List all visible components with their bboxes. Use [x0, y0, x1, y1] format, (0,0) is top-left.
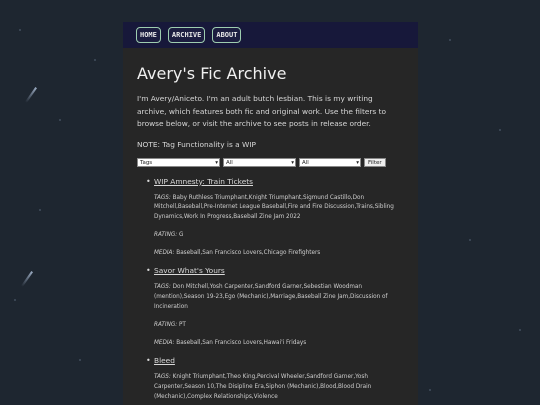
post-title-link[interactable]: • Bleed: [154, 356, 175, 366]
post-item: [146, 266, 404, 348]
tags-value: Don Mitchell,Yosh Carpenter,Sandford Garner,Sebestian Woodman (mention),Season 19-23,Ego (Mechanic),Marriage,Baseball Zine Jam,Discussion of Incineration: [154, 284, 388, 311]
content: [123, 48, 418, 405]
tags-value: Baby Ruthless Triumphant,Knight Triumphant,Sigmund Castillo,Don Mitchell,Baseball,Pre-Internet League Baseball,Fire and Fire Discussion,Trains,Sibling Dynamics,Work In Progress,Baseball Zine Jam 2022: [154, 194, 394, 221]
filter-select-2[interactable]: All ▾: [299, 158, 361, 167]
note-text: NOTE: Tag Functionality is a WIP: [137, 139, 256, 149]
filter-bar: [137, 158, 404, 167]
media-label: MEDIA:: [154, 339, 175, 346]
media-value: Baseball,San Francisco Lovers,Hawai'i Fridays: [176, 339, 307, 346]
post-title-link[interactable]: • Savor What's Yours: [154, 266, 225, 276]
top-nav: [123, 22, 418, 48]
post-title-link[interactable]: • WIP Amnesty: Train Tickets: [154, 176, 253, 186]
main-panel: [123, 22, 418, 405]
meteor-streak: [25, 87, 37, 103]
nav-archive[interactable]: ARCHIVE: [168, 27, 206, 43]
tags-label: TAGS:: [154, 374, 171, 381]
page-title: Avery's Fic Archive: [137, 64, 287, 83]
tags-label: TAGS:: [154, 284, 171, 291]
rating-value: G: [178, 231, 184, 238]
rating-label: RATING:: [154, 321, 178, 328]
media-label: MEDIA:: [154, 249, 175, 256]
tags-label: TAGS:: [154, 194, 171, 201]
filter-select-1[interactable]: All ▾: [223, 158, 296, 167]
post-rating: [154, 231, 404, 241]
post-media: [154, 249, 404, 259]
post-item: [146, 177, 404, 259]
media-value: Baseball,San Francisco Lovers,Chicago Firefighters: [176, 249, 321, 256]
rating-value: PT: [178, 321, 186, 328]
intro-text: I'm Avery/Aniceto. I'm an adult butch lesbian. This is my writing archive, which features both fic and original work. Use the filters to browse below, or visit the archive to see posts in release order.: [137, 94, 387, 128]
tags-value: Knight Triumphant,Theo King,Percival Wheeler,Sandford Garner,Yosh Carpenter,Season 10,The Disipline Era,Siphon (Mechanic),Blood,Blood Drain (Mechanic),Complex Relationships,Violence: [154, 374, 372, 401]
filter-button[interactable]: Filter: [364, 158, 386, 167]
meteor-streak: [21, 271, 33, 287]
tags-select[interactable]: Tags ▾: [137, 158, 220, 167]
post-tags: [154, 283, 404, 312]
post-tags: [154, 194, 404, 223]
post-list: [137, 177, 404, 403]
rating-label: RATING:: [154, 231, 178, 238]
nav-home[interactable]: HOME: [136, 27, 161, 43]
post-rating: [154, 321, 404, 331]
post-tags: [154, 373, 404, 402]
nav-about[interactable]: ABOUT: [212, 27, 241, 43]
post-media: [154, 339, 404, 349]
post-item: [146, 356, 404, 402]
